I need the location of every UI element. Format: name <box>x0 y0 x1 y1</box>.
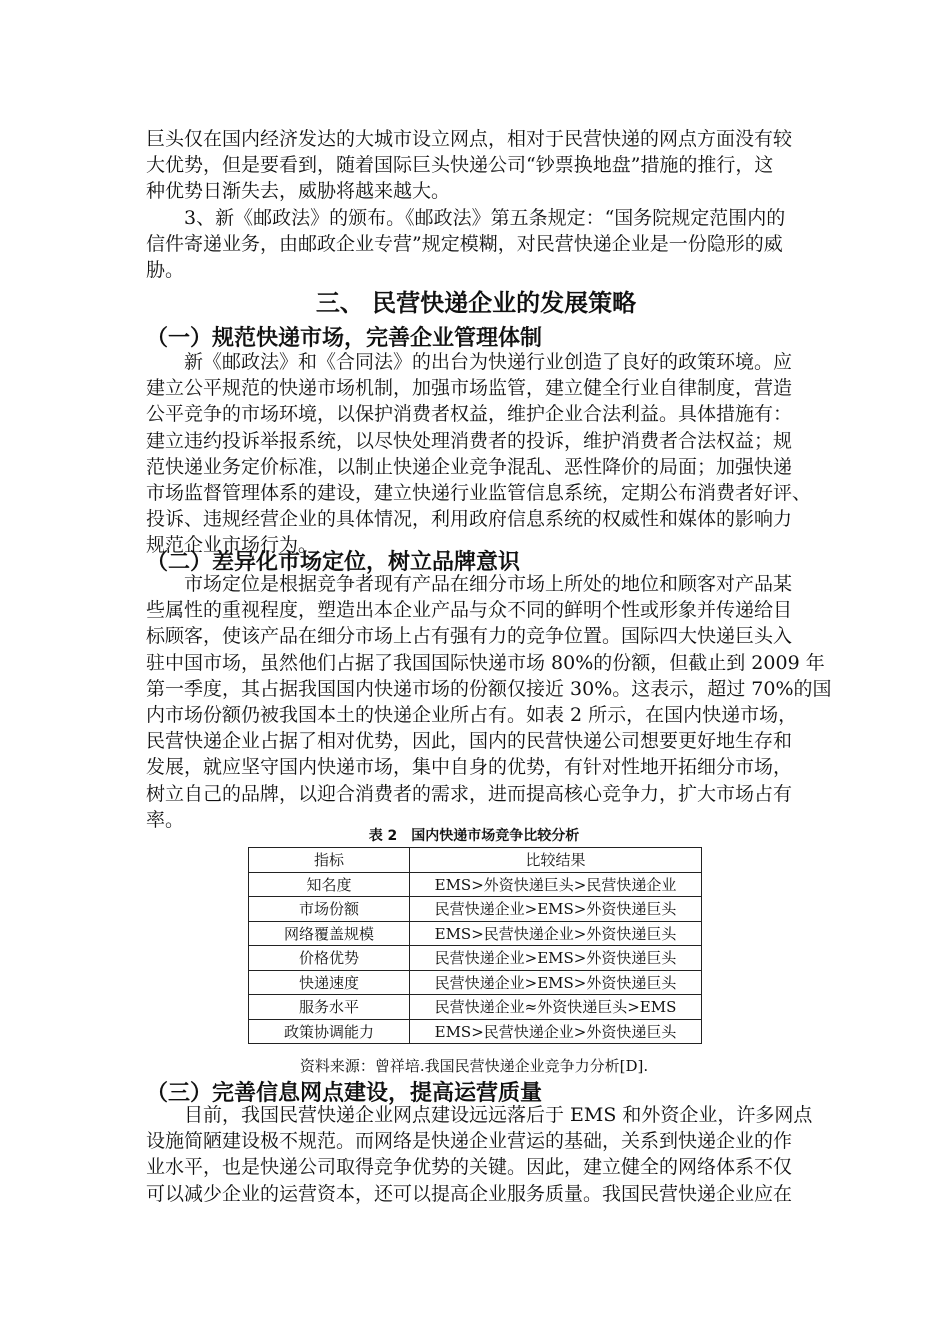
table-cell: 知名度 <box>249 872 410 897</box>
subsection-3-paragraph <box>146 1102 826 1207</box>
text-line: 市场定位是根据竞争者现有产品在细分市场上所处的地位和顾客对产品某 <box>146 573 793 595</box>
text-line: 驻中国市场，虽然他们占据了我国国际快递市场 80%的份额，但截止到 2009 年 <box>146 651 825 674</box>
text-line: 市场监督管理体系的建设，建立快递行业监管信息系统，定期公布消费者好评、 <box>146 481 812 504</box>
text-line: 可以减少企业的运营资本，还可以提高企业服务质量。我国民营快递企业应在 <box>146 1182 793 1205</box>
subsection-1-paragraph <box>146 349 826 559</box>
text-line: 投诉、违规经营企业的具体情况，利用政府信息系统的权威性和媒体的影响力 <box>146 508 793 531</box>
table-row <box>249 1019 702 1044</box>
table-row <box>249 995 702 1020</box>
text-line: 建立公平规范的快递市场机制，加强市场监管，建立健全行业自律制度，营造 <box>146 377 793 400</box>
text-line: 大优势，但是要看到，随着国际巨头快递公司“钞票换地盘”措施的推行，这 <box>146 154 774 177</box>
text-line: 标顾客，使该产品在细分市场上占有强有力的竞争位置。国际四大快递巨头入 <box>146 625 793 648</box>
text-line: 率。 <box>146 808 185 831</box>
text-line: 建立违约投诉举报系统，以尽快处理消费者的投诉，维护消费者合法权益；规 <box>146 429 793 452</box>
section-heading: 三、 民营快递企业的发展策略 <box>315 289 637 317</box>
column-header: 比较结果 <box>410 848 702 873</box>
table-cell: EMS>民营快递企业>外资快递巨头 <box>410 1019 702 1044</box>
subsection-heading-1: （一）规范快递市场，完善企业管理体制 <box>146 326 543 351</box>
table-cell: 民营快递企业>EMS>外资快递巨头 <box>410 970 702 995</box>
table-row <box>249 872 702 897</box>
text-line: 新《邮政法》和《合同法》的出台为快递行业创造了良好的政策环境。应 <box>146 351 793 373</box>
table-cell: 服务水平 <box>249 995 410 1020</box>
column-header: 指标 <box>249 848 410 873</box>
table-cell: 民营快递企业≈外资快递巨头>EMS <box>410 995 702 1020</box>
table-cell: EMS>民营快递企业>外资快递巨头 <box>410 921 702 946</box>
text-line: 发展，就应坚守国内快递市场，集中自身的优势，有针对性地开拓细分市场， <box>146 756 793 779</box>
text-line: 业水平，也是快递公司取得竞争优势的关键。因此，建立健全的网络体系不仅 <box>146 1156 793 1179</box>
table-header-row <box>249 848 702 873</box>
text-line: 第一季度，其占据我国国内快递市场的份额仅接近 30%。这表示，超过 70%的国 <box>146 677 832 700</box>
text-line: 巨头仅在国内经济发达的大城市设立网点，相对于民营快递的网点方面没有较 <box>146 128 793 150</box>
table-row <box>249 946 702 971</box>
table-cell: 价格优势 <box>249 946 410 971</box>
text-line: 目前，我国民营快递企业网点建设远远落后于 EMS 和外资企业，许多网点 <box>146 1104 813 1126</box>
text-line: 设施简陋建设极不规范。而网络是快递企业营运的基础，关系到快递企业的作 <box>146 1130 793 1153</box>
intro-paragraph <box>146 126 826 283</box>
text-line: 内市场份额仍被我国本土的快递企业所占有。如表 2 所示，在国内快递市场， <box>146 703 798 726</box>
subsection-heading-3: （三）完善信息网点建设，提高运营质量 <box>146 1081 543 1106</box>
table-row <box>249 921 702 946</box>
text-line: 种优势日渐失去，威胁将越来越大。 <box>146 180 451 203</box>
table-caption: 表 2 国内快递市场竞争比较分析 <box>368 828 580 844</box>
table-source-note: 资料来源：曾祥培.我国民营快递企业竞争力分析[D]. <box>299 1057 649 1075</box>
text-line: 些属性的重视程度，塑造出本企业产品与众不同的鲜明个性或形象并传递给目 <box>146 599 793 622</box>
text-line: 民营快递企业占据了相对优势，因此，国内的民营快递公司想要更好地生存和 <box>146 730 793 753</box>
table-row <box>249 970 702 995</box>
table-cell: 民营快递企业>EMS>外资快递巨头 <box>410 946 702 971</box>
table-cell: EMS>外资快递巨头>民营快递企业 <box>410 872 702 897</box>
text-line: 公平竞争的市场环境，以保护消费者权益，维护企业合法利益。具体措施有： <box>146 403 793 426</box>
text-line: 胁。 <box>146 258 185 281</box>
table-cell: 民营快递企业>EMS>外资快递巨头 <box>410 897 702 922</box>
text-line: 树立自己的品牌，以迎合消费者的需求，进而提高核心竞争力，扩大市场占有 <box>146 782 793 805</box>
text-line: 信件寄递业务，由邮政企业专营”规定模糊，对民营快递企业是一份隐形的威 <box>146 232 783 255</box>
subsection-heading-2: （二）差异化市场定位，树立品牌意识 <box>146 550 521 575</box>
subsection-2-paragraph <box>146 571 832 833</box>
table-row <box>249 897 702 922</box>
text-line: 范快递业务定价标准，以制止快递企业竞争混乱、恶性降价的局面；加强快递 <box>146 455 793 478</box>
table-cell: 市场份额 <box>249 897 410 922</box>
comparison-table <box>248 847 702 1044</box>
table-cell: 政策协调能力 <box>249 1019 410 1044</box>
table-cell: 网络覆盖规模 <box>249 921 410 946</box>
text-line: 规范企业市场行为。 <box>146 534 318 557</box>
text-line: 3、新《邮政法》的颁布。《邮政法》第五条规定：“国务院规定范围内的 <box>146 206 786 229</box>
table-cell: 快递速度 <box>249 970 410 995</box>
